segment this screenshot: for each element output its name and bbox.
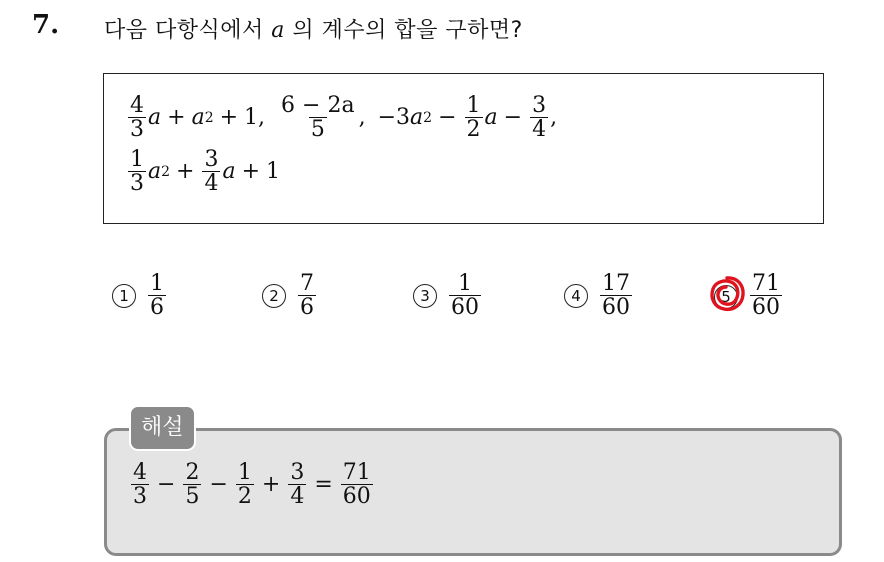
variable-a: a: [271, 18, 285, 43]
fraction: $\frac{1}{2}$: [237, 460, 252, 510]
choice-3[interactable]: [413, 272, 483, 319]
fraction: $\frac{71}{60}$: [342, 460, 371, 510]
choice-marker: 3: [413, 284, 437, 308]
fraction: $\frac{1}{6}$: [150, 271, 164, 321]
explanation-equation: $\frac{4}{3}$ − $\frac{2}{5}$ − $\frac{1}{2}$ + $\frac{3}{4}$ = $\frac{71}{60}$: [133, 460, 371, 510]
choice-marker: 2: [262, 284, 286, 308]
fraction: $\frac{3}{4}$: [204, 147, 219, 197]
question-text: 다음 다항식에서 a 의 계수의 합을 구하면?: [104, 18, 523, 43]
explanation-box: [104, 428, 842, 556]
choice-4[interactable]: [564, 272, 634, 319]
choice-2[interactable]: [262, 272, 318, 319]
fraction: $\frac{7}{6}$: [300, 271, 314, 321]
fraction: $\frac{1}{2}$: [466, 93, 481, 143]
explanation-label: 해설: [129, 405, 196, 451]
fraction: $\frac{4}{3}$: [130, 93, 144, 143]
fraction: $\frac{4}{3}$: [133, 460, 147, 510]
choice-1[interactable]: [112, 272, 168, 319]
fraction: $\frac{1}{3}$: [130, 147, 144, 197]
choice-marker: 4: [564, 284, 588, 308]
fraction: $\frac{3}{4}$: [290, 460, 305, 510]
fraction: $\frac{2}{5}$: [185, 460, 200, 510]
fraction: $\frac{17}{60}$: [602, 271, 630, 321]
expression-line-2: $\frac{1}{3}$ a 2 + $\frac{3}{4}$ a + 1: [130, 147, 281, 197]
fraction: $\frac{71}{60}$: [752, 271, 780, 321]
fraction: $\frac{3}{4}$: [532, 93, 547, 143]
expression-box: [103, 73, 824, 224]
expression-line-1: $\frac{4}{3}$ a + a 2 + 1, $\frac{6 - 2a}{5}$ , −3 a 2 − $\frac{1}{2}$ a − $\frac{3}{4}$ ,: [130, 93, 558, 143]
question-number: 7.: [32, 10, 60, 40]
answer-choices: [0, 272, 884, 342]
fraction: $\frac{1}{60}$: [451, 271, 479, 321]
choice-5[interactable]: [714, 272, 784, 319]
fraction: $\frac{6 - 2a}{5}$: [281, 93, 355, 143]
choice-marker: 5: [714, 285, 738, 309]
choice-marker: 1: [112, 284, 136, 308]
